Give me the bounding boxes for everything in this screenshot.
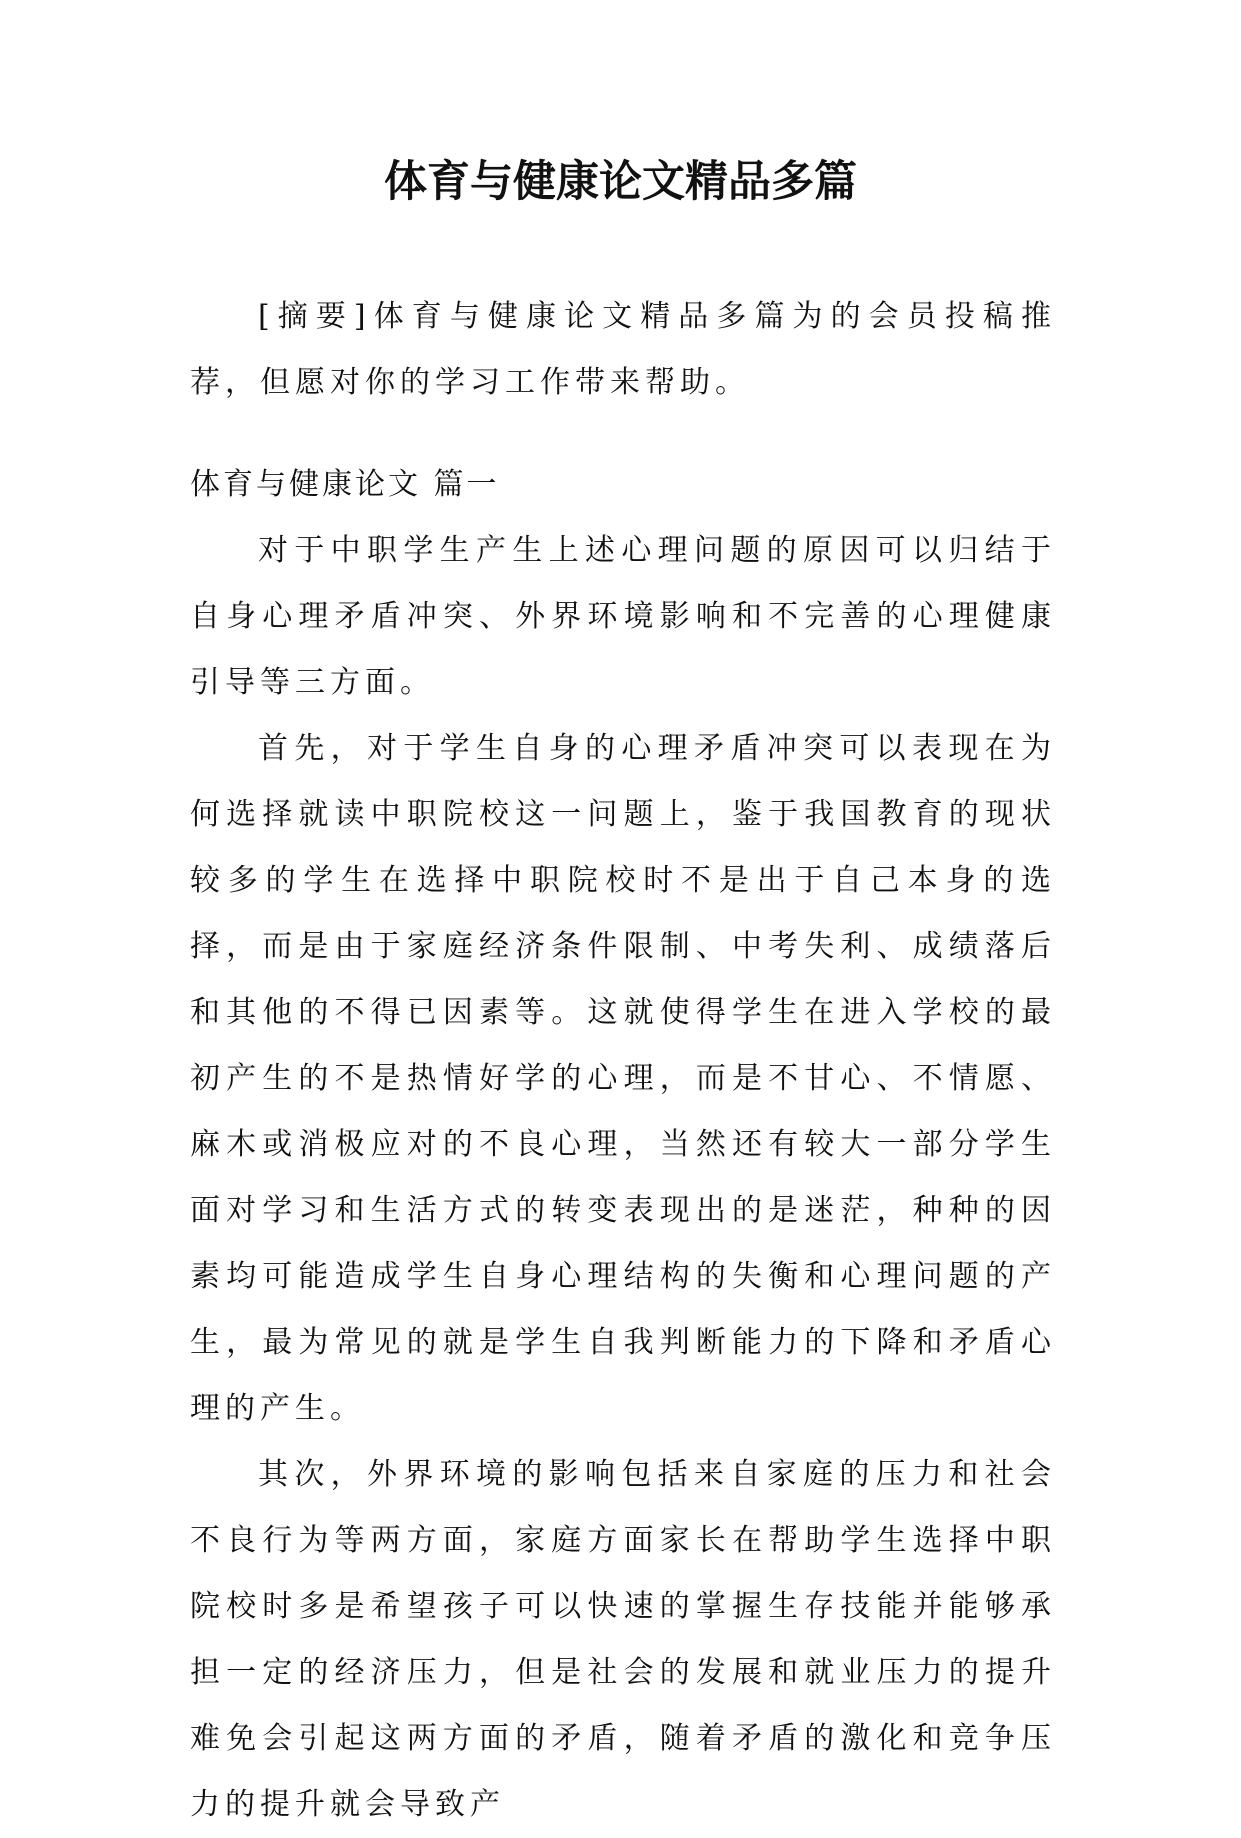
article-section: [190, 452, 1056, 1838]
body-paragraph: 首先，对于学生自身的心理矛盾冲突可以表现在为何选择就读中职院校这一问题上，鉴于我国教育的现状较多的学生在选择中职院校时不是出于自己本身的选择，而是由于家庭经济条件限制、中考失利、成绩落后和其他的不得已因素等。这就使得学生在进入学校的最初产生的不是热情好学的心理，而是不甘心、不情愿、麻木或消极应对的不良心理，当然还有较大一部分学生面对学习和生活方式的转变表现出的是迷茫，种种的因素均可能造成学生自身心理结构的失衡和心理问题的产生，最为常见的就是学生自我判断能力的下降和矛盾心理的产生。: [190, 731, 1056, 1426]
body-paragraph: 其次，外界环境的影响包括来自家庭的压力和社会不良行为等两方面，家庭方面家长在帮助学生选择中职院校时多是希望孩子可以快速的掌握生存技能并能够承担一定的经济压力，但是社会的发展和就业压力的提升难免会引起这两方面的矛盾，随着矛盾的激化和竞争压力的提升就会导致产: [190, 1457, 1056, 1822]
document-title: 体育与健康论文精品多篇: [384, 157, 857, 207]
section-heading: 体育与健康论文 篇一: [190, 467, 500, 502]
abstract-paragraph: [摘要]体育与健康论文精品多篇为的会员投稿推荐，但愿对你的学习工作带来帮助。: [190, 299, 1056, 400]
body-paragraph: 对于中职学生产生上述心理问题的原因可以归结于自身心理矛盾冲突、外界环境影响和不完善的心理健康引导等三方面。: [190, 533, 1056, 700]
